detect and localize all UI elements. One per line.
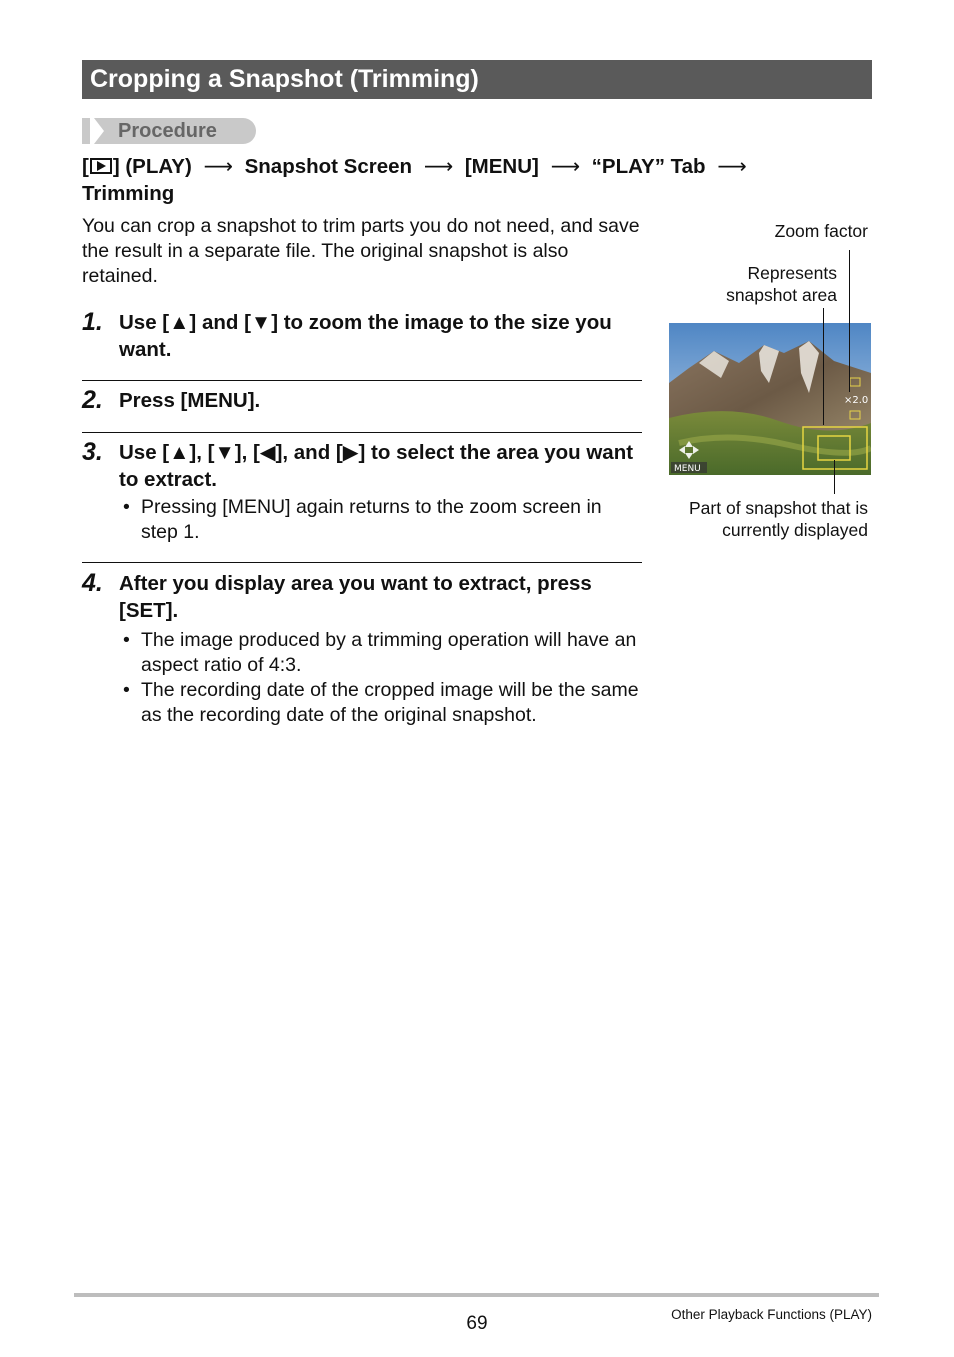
zoom-factor-label: Zoom factor [774, 221, 868, 241]
arrow-icon: ⟶ [717, 155, 747, 178]
callout-line-displayed-part [834, 460, 835, 494]
page-title: Cropping a Snapshot (Trimming) [82, 60, 872, 99]
represents-label: Represents snapshot area [726, 263, 837, 305]
bullet-item: • The recording date of the cropped image will be the same as the recording date of the original snapshot. [123, 679, 639, 726]
section-name: Other Playback Functions (PLAY) [671, 1307, 872, 1322]
divider [82, 432, 642, 433]
step-3 [82, 439, 642, 545]
step-text: After you display area you want to extract, press [SET]. [119, 572, 592, 622]
bullet-item: • Pressing [MENU] again returns to the zoom screen in step 1. [123, 496, 602, 543]
step-text: Press [MENU]. [119, 389, 261, 412]
step-text: Use [▲], [▼], [◀], and [▶] to select the area you want to extract. [119, 441, 634, 491]
arrow-icon: ⟶ [550, 155, 580, 178]
step-2 [82, 387, 642, 414]
path-snapshot-screen: Snapshot Screen [244, 155, 413, 178]
footer-rule [74, 1293, 879, 1297]
step-1 [82, 309, 642, 363]
step-number: 3. [82, 438, 103, 466]
callout-line-snapshot-area [823, 308, 824, 425]
path-trimming: Trimming [82, 182, 175, 205]
arrow-icon: ⟶ [203, 155, 233, 178]
step-text: Use [▲] and [▼] to zoom the image to the size you want. [119, 311, 612, 361]
camera-screen-image [669, 323, 871, 475]
arrow-icon: ⟶ [423, 155, 454, 178]
page-number: 69 [466, 1313, 488, 1334]
play-icon [90, 158, 112, 174]
procedure-badge [82, 118, 257, 144]
path-play-tab: “PLAY” Tab [591, 155, 706, 178]
divider [82, 562, 642, 563]
zoom-screen-label: ×2.0 [844, 395, 869, 406]
step-number: 1. [82, 308, 103, 336]
displayed-part-label: Part of snapshot that is currently displayed [689, 498, 868, 540]
step-4 [82, 570, 642, 728]
step-number: 2. [82, 386, 103, 414]
step-number: 4. [82, 569, 103, 597]
path-menu: [MENU] [464, 155, 539, 178]
bullet-item: • The image produced by a trimming operation will have an aspect ratio of 4:3. [123, 629, 637, 676]
procedure-label: Procedure [118, 120, 217, 142]
menu-screen-label: MENU [674, 464, 701, 474]
intro-text: You can crop a snapshot to trim parts you do not need, and save the result in a separate file. The original snapshot is also retained. [82, 215, 640, 287]
menu-path: [ ] (PLAY) ⟶ Snapshot Screen ⟶ [MENU] ⟶ “PLAY” Tab ⟶ Trimming [82, 155, 747, 205]
divider [82, 380, 642, 381]
callout-line-zoom-factor [849, 250, 850, 392]
